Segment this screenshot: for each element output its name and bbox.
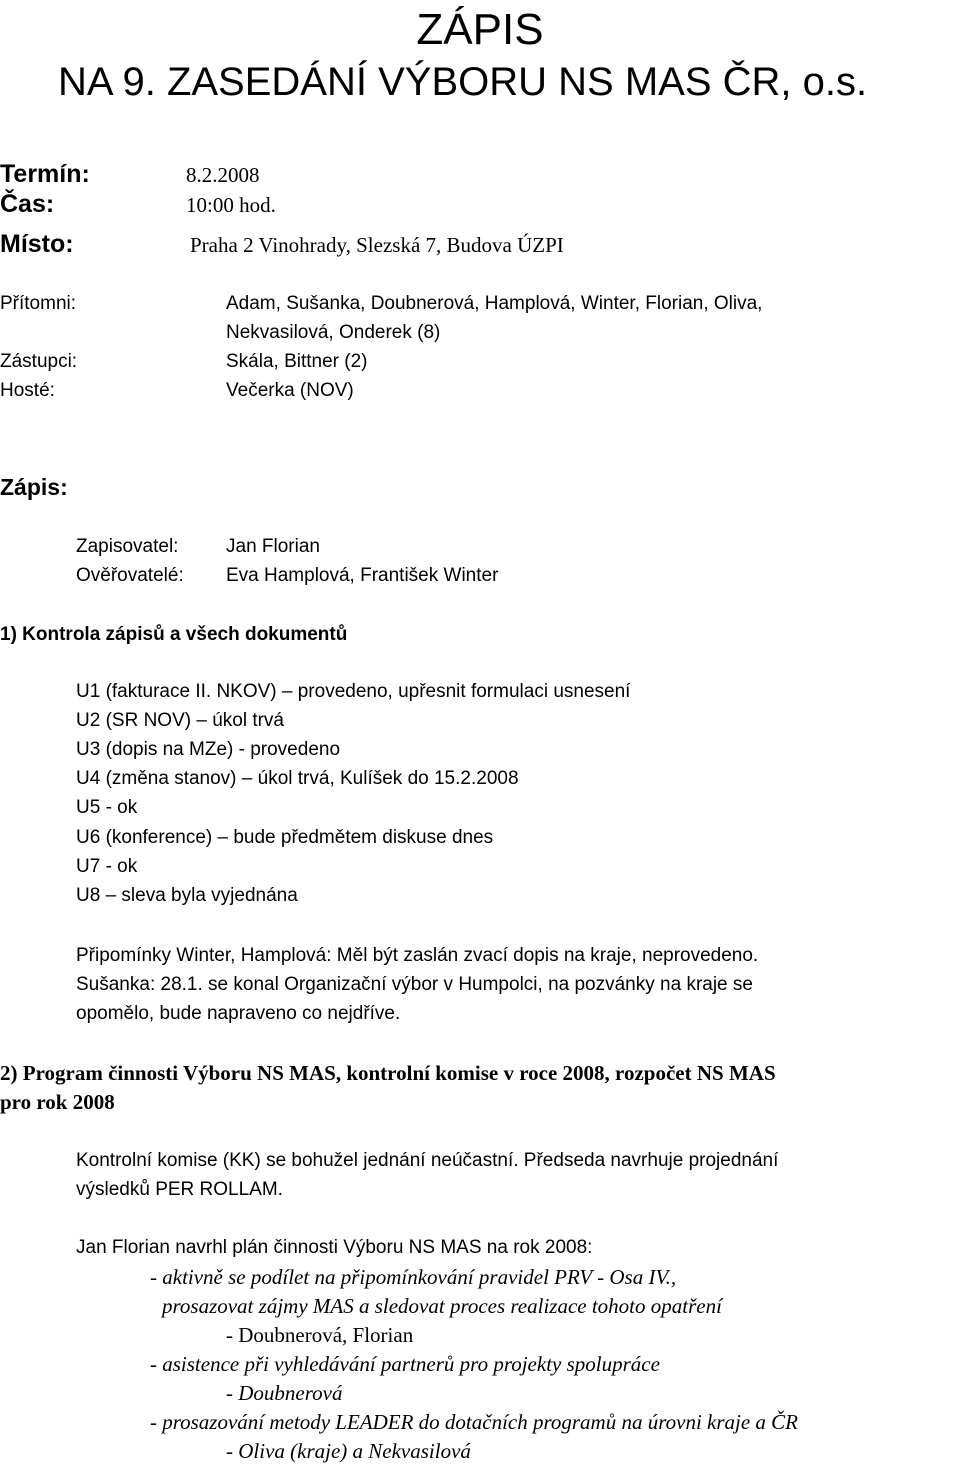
plan-item: - Oliva (kraje) a Nekvasilová — [226, 1439, 471, 1463]
misto-value: Praha 2 Vinohrady, Slezská 7, Budova ÚZPI — [190, 233, 564, 257]
hoste-label: Hosté: — [0, 380, 55, 401]
section1-item: U4 (změna stanov) – úkol trvá, Kulíšek do 15.2.2008 — [76, 768, 519, 789]
hoste-value: Večerka (NOV) — [226, 380, 354, 401]
plan-item: - Doubnerová — [226, 1381, 343, 1405]
plan-item: - aktivně se podílet na připomínkování pravidel PRV - Osa IV., — [150, 1265, 677, 1289]
section1-item: U2 (SR NOV) – úkol trvá — [76, 710, 284, 731]
zastupci-value: Skála, Bittner (2) — [226, 351, 368, 372]
plan-item: prosazovat zájmy MAS a sledovat proces realizace tohoto opatření — [162, 1294, 722, 1318]
section1-item: U7 - ok — [76, 856, 138, 877]
cas-label: Čas: — [0, 190, 55, 218]
pritomni-line1: Adam, Sušanka, Doubnerová, Hamplová, Winter, Florian, Oliva, — [226, 293, 763, 314]
misto-label: Místo: — [0, 230, 74, 258]
section1-item: U5 - ok — [76, 797, 138, 818]
overovatele-value: Eva Hamplová, František Winter — [226, 565, 499, 586]
section2-heading-line1: 2) Program činnosti Výboru NS MAS, kontrolní komise v roce 2008, rozpočet NS MAS — [0, 1061, 776, 1085]
section1-item: U8 – sleva byla vyjednána — [76, 885, 298, 906]
pritomni-line2: Nekvasilová, Onderek (8) — [226, 322, 441, 343]
zapis-heading: Zápis: — [0, 474, 68, 500]
section2-heading-line2: pro rok 2008 — [0, 1090, 115, 1114]
section1-comment-line2: Sušanka: 28.1. se konal Organizační výbor v Humpolci, na pozvánky na kraje se — [76, 974, 753, 995]
zastupci-label: Zástupci: — [0, 351, 78, 372]
document-title: ZÁPIS — [416, 5, 544, 54]
section2-para1-line1: Kontrolní komise (KK) se bohužel jednání neúčastní. Předseda navrhuje projednání — [76, 1150, 779, 1171]
section1-item: U1 (fakturace II. NKOV) – provedeno, upřesnit formulaci usnesení — [76, 681, 631, 702]
document-subtitle: NA 9. ZASEDÁNÍ VÝBORU NS MAS ČR, o.s. — [58, 60, 868, 104]
cas-value: 10:00 hod. — [186, 193, 276, 217]
section1-heading: 1) Kontrola zápisů a všech dokumentů — [0, 624, 348, 645]
zapisovatel-label: Zapisovatel: — [76, 536, 179, 557]
section2-para1-line2: výsledků PER ROLLAM. — [76, 1179, 283, 1200]
termin-label: Termín: — [0, 160, 90, 188]
section1-comment-line3: opomělo, bude napraveno co nejdříve. — [76, 1003, 401, 1024]
plan-item: - Doubnerová, Florian — [226, 1323, 414, 1347]
termin-value: 8.2.2008 — [186, 163, 260, 187]
section1-item: U6 (konference) – bude předmětem diskuse dnes — [76, 827, 494, 848]
section1-comment-line1: Připomínky Winter, Hamplová: Měl být zaslán zvací dopis na kraje, neprovedeno. — [76, 945, 759, 966]
section2-para2: Jan Florian navrhl plán činnosti Výboru NS MAS na rok 2008: — [76, 1237, 593, 1258]
pritomni-label: Přítomni: — [0, 293, 77, 314]
plan-item: - prosazování metody LEADER do dotačních programů na úrovni kraje a ČR — [150, 1410, 799, 1434]
plan-item: - asistence při vyhledávání partnerů pro projekty spolupráce — [150, 1352, 660, 1376]
overovatele-label: Ověřovatelé: — [76, 565, 184, 586]
section1-item: U3 (dopis na MZe) - provedeno — [76, 739, 341, 760]
zapisovatel-value: Jan Florian — [226, 536, 320, 557]
